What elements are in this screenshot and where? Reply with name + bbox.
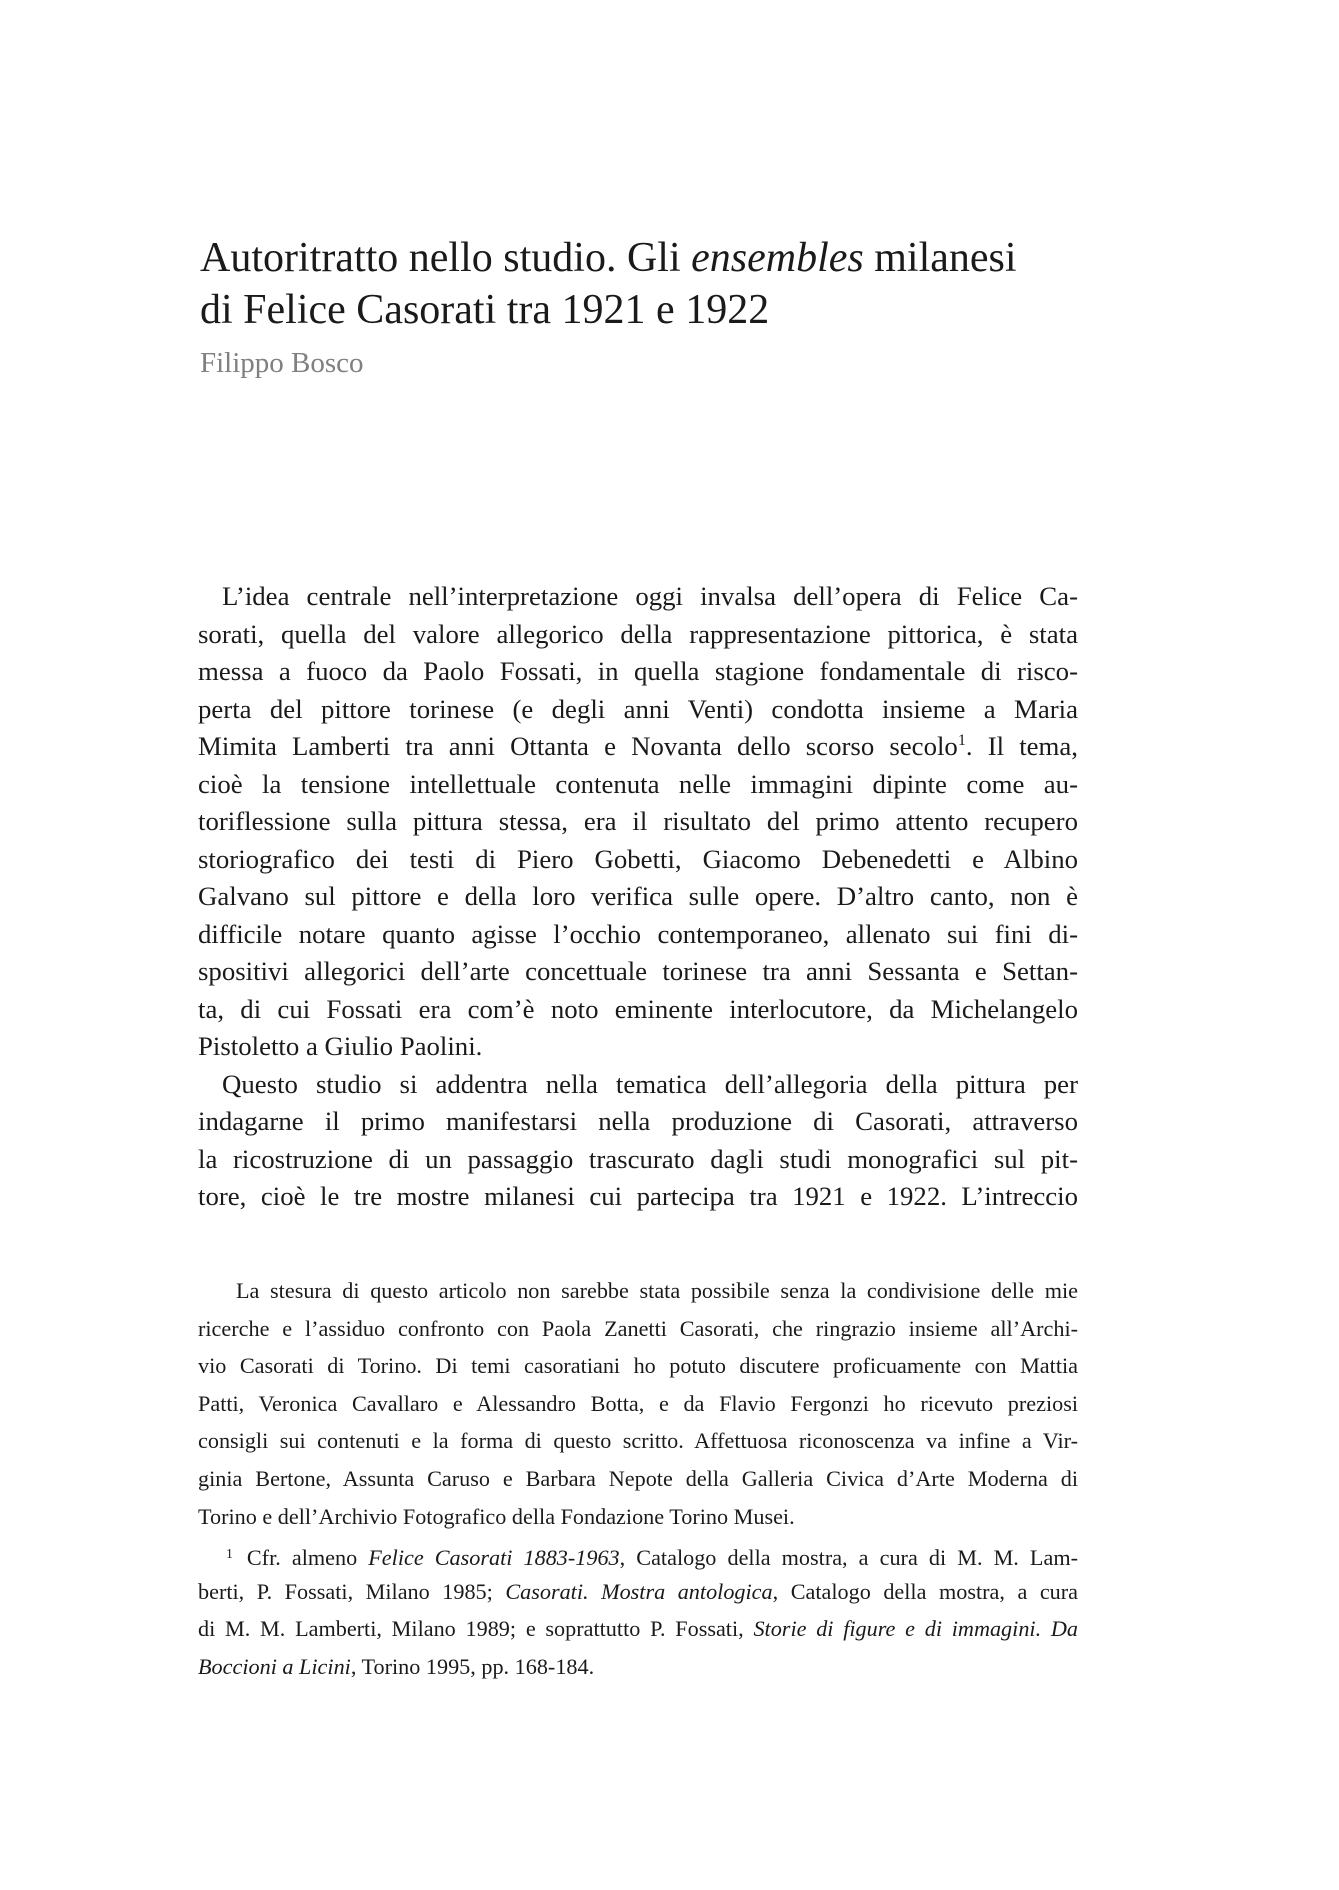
body-line: cioè la tensione intellettuale contenuta nelle immagini dipinte come au- — [198, 768, 1078, 799]
body-line: tore, cioè le tre mostre milanesi cui partecipa tra 1921 e 1922. L’intreccio — [198, 1181, 1078, 1211]
footnote-line — [198, 1535, 1078, 1573]
title-line-1 — [200, 232, 1100, 284]
footnote-italic-text: Felice Casorati 1883-1963 — [368, 1545, 620, 1571]
title-italic-text: ensembles — [691, 235, 864, 281]
body-line: sorati, quella del valore allegorico della rappresentazione pittorica, è stata — [198, 618, 1078, 649]
footnote-text: , Catalogo della mostra, a cura — [772, 1578, 1078, 1604]
body-line: indagarne il primo manifestarsi nella produzione di Casorati, attraverso — [198, 1106, 1078, 1136]
footnote-italic-text: Boccioni a Licini — [198, 1653, 351, 1679]
footnote-text: , Torino 1995, pp. 168-184. — [350, 1653, 595, 1679]
footnote-italic-text: Casorati. Mostra antologica — [505, 1578, 773, 1604]
body-text — [198, 578, 1078, 1216]
footnote-text: di M. M. Lamberti, Milano 1989; e soprattutto P. Fossati, — [198, 1616, 754, 1642]
body-line: Galvano sul pittore e della loro verifica sulle opere. D’altro canto, non è — [198, 881, 1078, 911]
footnote-number: 1 — [226, 1546, 233, 1562]
footnote-line: Torino e dell’Archivio Fotografico della Fondazione Torino Musei. — [198, 1503, 795, 1529]
author-name: Filippo Bosco — [200, 347, 364, 379]
body-line: spositivi allegorici dell’arte concettuale torinese tra anni Sessanta e Settan- — [198, 956, 1078, 986]
footnote-line: consigli sui contenuti e la forma di questo scritto. Affettuosa riconoscenza va infine a Vir- — [198, 1428, 1078, 1454]
body-line: Pistoletto a Giulio Paolini. — [198, 1031, 483, 1061]
title-text: Autoritratto nello studio. Gli — [200, 235, 692, 281]
body-line: perta del pittore torinese (e degli anni Venti) condotta insieme a Maria — [198, 693, 1078, 724]
footnote-line: vio Casorati di Torino. Di temi casoratiani ho potuto discutere proficuamente con Mattia — [198, 1353, 1078, 1379]
footnote-reference[interactable]: 1 — [957, 732, 966, 750]
footnote-line — [198, 1573, 1078, 1611]
footnote-text: berti, P. Fossati, Milano 1985; — [198, 1578, 506, 1604]
footnote-italic-text: Storie di figure e di immagini. Da — [753, 1616, 1078, 1642]
article-title — [200, 232, 1100, 336]
body-text-run: Mimita Lamberti tra anni Ottanta e Novanta dello scorso secolo — [198, 731, 958, 761]
footnote-line: La stesura di questo articolo non sarebbe stata possibile senza la condivisione delle mie — [236, 1278, 1078, 1303]
body-line — [198, 728, 1078, 766]
body-line: L’idea centrale nell’interpretazione oggi invalsa dell’opera di Felice Ca- — [222, 581, 1078, 611]
body-line: Questo studio si addentra nella tematica dell’allegoria della pittura per — [222, 1068, 1078, 1099]
footnote-text: , Catalogo della mostra, a cura di M. M. Lam- — [619, 1545, 1078, 1571]
title-line-2: di Felice Casorati tra 1921 e 1922 — [200, 287, 770, 333]
footnotes — [198, 1272, 1078, 1686]
body-line: toriflessione sulla pittura stessa, era il risultato del primo attento recupero — [198, 806, 1078, 836]
footnote-line — [198, 1610, 1078, 1648]
body-line: storiografico dei testi di Piero Gobetti, Giacomo Debenedetti e Albino — [198, 843, 1078, 874]
title-text: milanesi — [863, 235, 1017, 281]
footnote-text: Cfr. almeno — [246, 1545, 369, 1571]
body-line: ta, di cui Fossati era com’è noto eminente interlocutore, da Michelangelo — [198, 993, 1078, 1024]
body-text-run: . Il tema, — [965, 731, 1078, 761]
footnote-line: Patti, Veronica Cavallaro e Alessandro Botta, e da Flavio Fergonzi ho ricevuto preziosi — [198, 1390, 1078, 1416]
body-line: messa a fuoco da Paolo Fossati, in quella stagione fondamentale di risco- — [198, 656, 1078, 686]
footnote-line: ginia Bertone, Assunta Caruso e Barbara Nepote della Galleria Civica d’Arte Moderna di — [198, 1465, 1078, 1491]
footnote-line — [198, 1648, 1078, 1686]
footnote-line: ricerche e l’assiduo confronto con Paola Zanetti Casorati, che ringrazio insieme all’Archi- — [198, 1315, 1078, 1341]
body-line: la ricostruzione di un passaggio trascurato dagli studi monografici sul pit- — [198, 1143, 1078, 1174]
body-line: difficile notare quanto agisse l’occhio contemporaneo, allenato sui fini di- — [198, 918, 1078, 949]
